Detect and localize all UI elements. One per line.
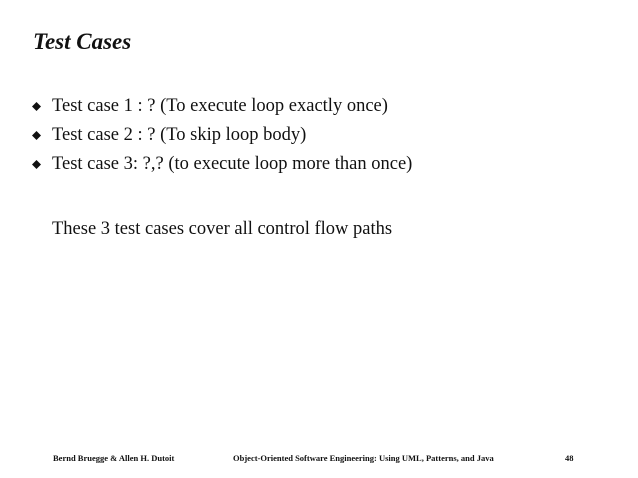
bullet-item (30, 92, 610, 121)
footer-authors: Bernd Bruegge & Allen H. Dutoit (53, 453, 175, 463)
bullet-text: Test case 3: ?,? (to execute loop more than once) (52, 154, 413, 174)
bullet-item (30, 150, 610, 179)
footer-book-title: Object-Oriented Software Engineering: Using UML, Patterns, and Java (233, 453, 494, 463)
bullet-item (30, 121, 610, 150)
diamond-bullet-icon (32, 131, 41, 140)
slide-title: Test Cases (33, 29, 132, 54)
page-number: 48 (565, 453, 574, 463)
bullet-text: Test case 2 : ? (To skip loop body) (52, 125, 307, 145)
summary-text: These 3 test cases cover all control flow paths (52, 219, 393, 239)
diamond-bullet-icon (32, 160, 41, 169)
bullet-list (30, 92, 610, 179)
bullet-text: Test case 1 : ? (To execute loop exactly once) (52, 96, 388, 116)
diamond-bullet-icon (32, 102, 41, 111)
